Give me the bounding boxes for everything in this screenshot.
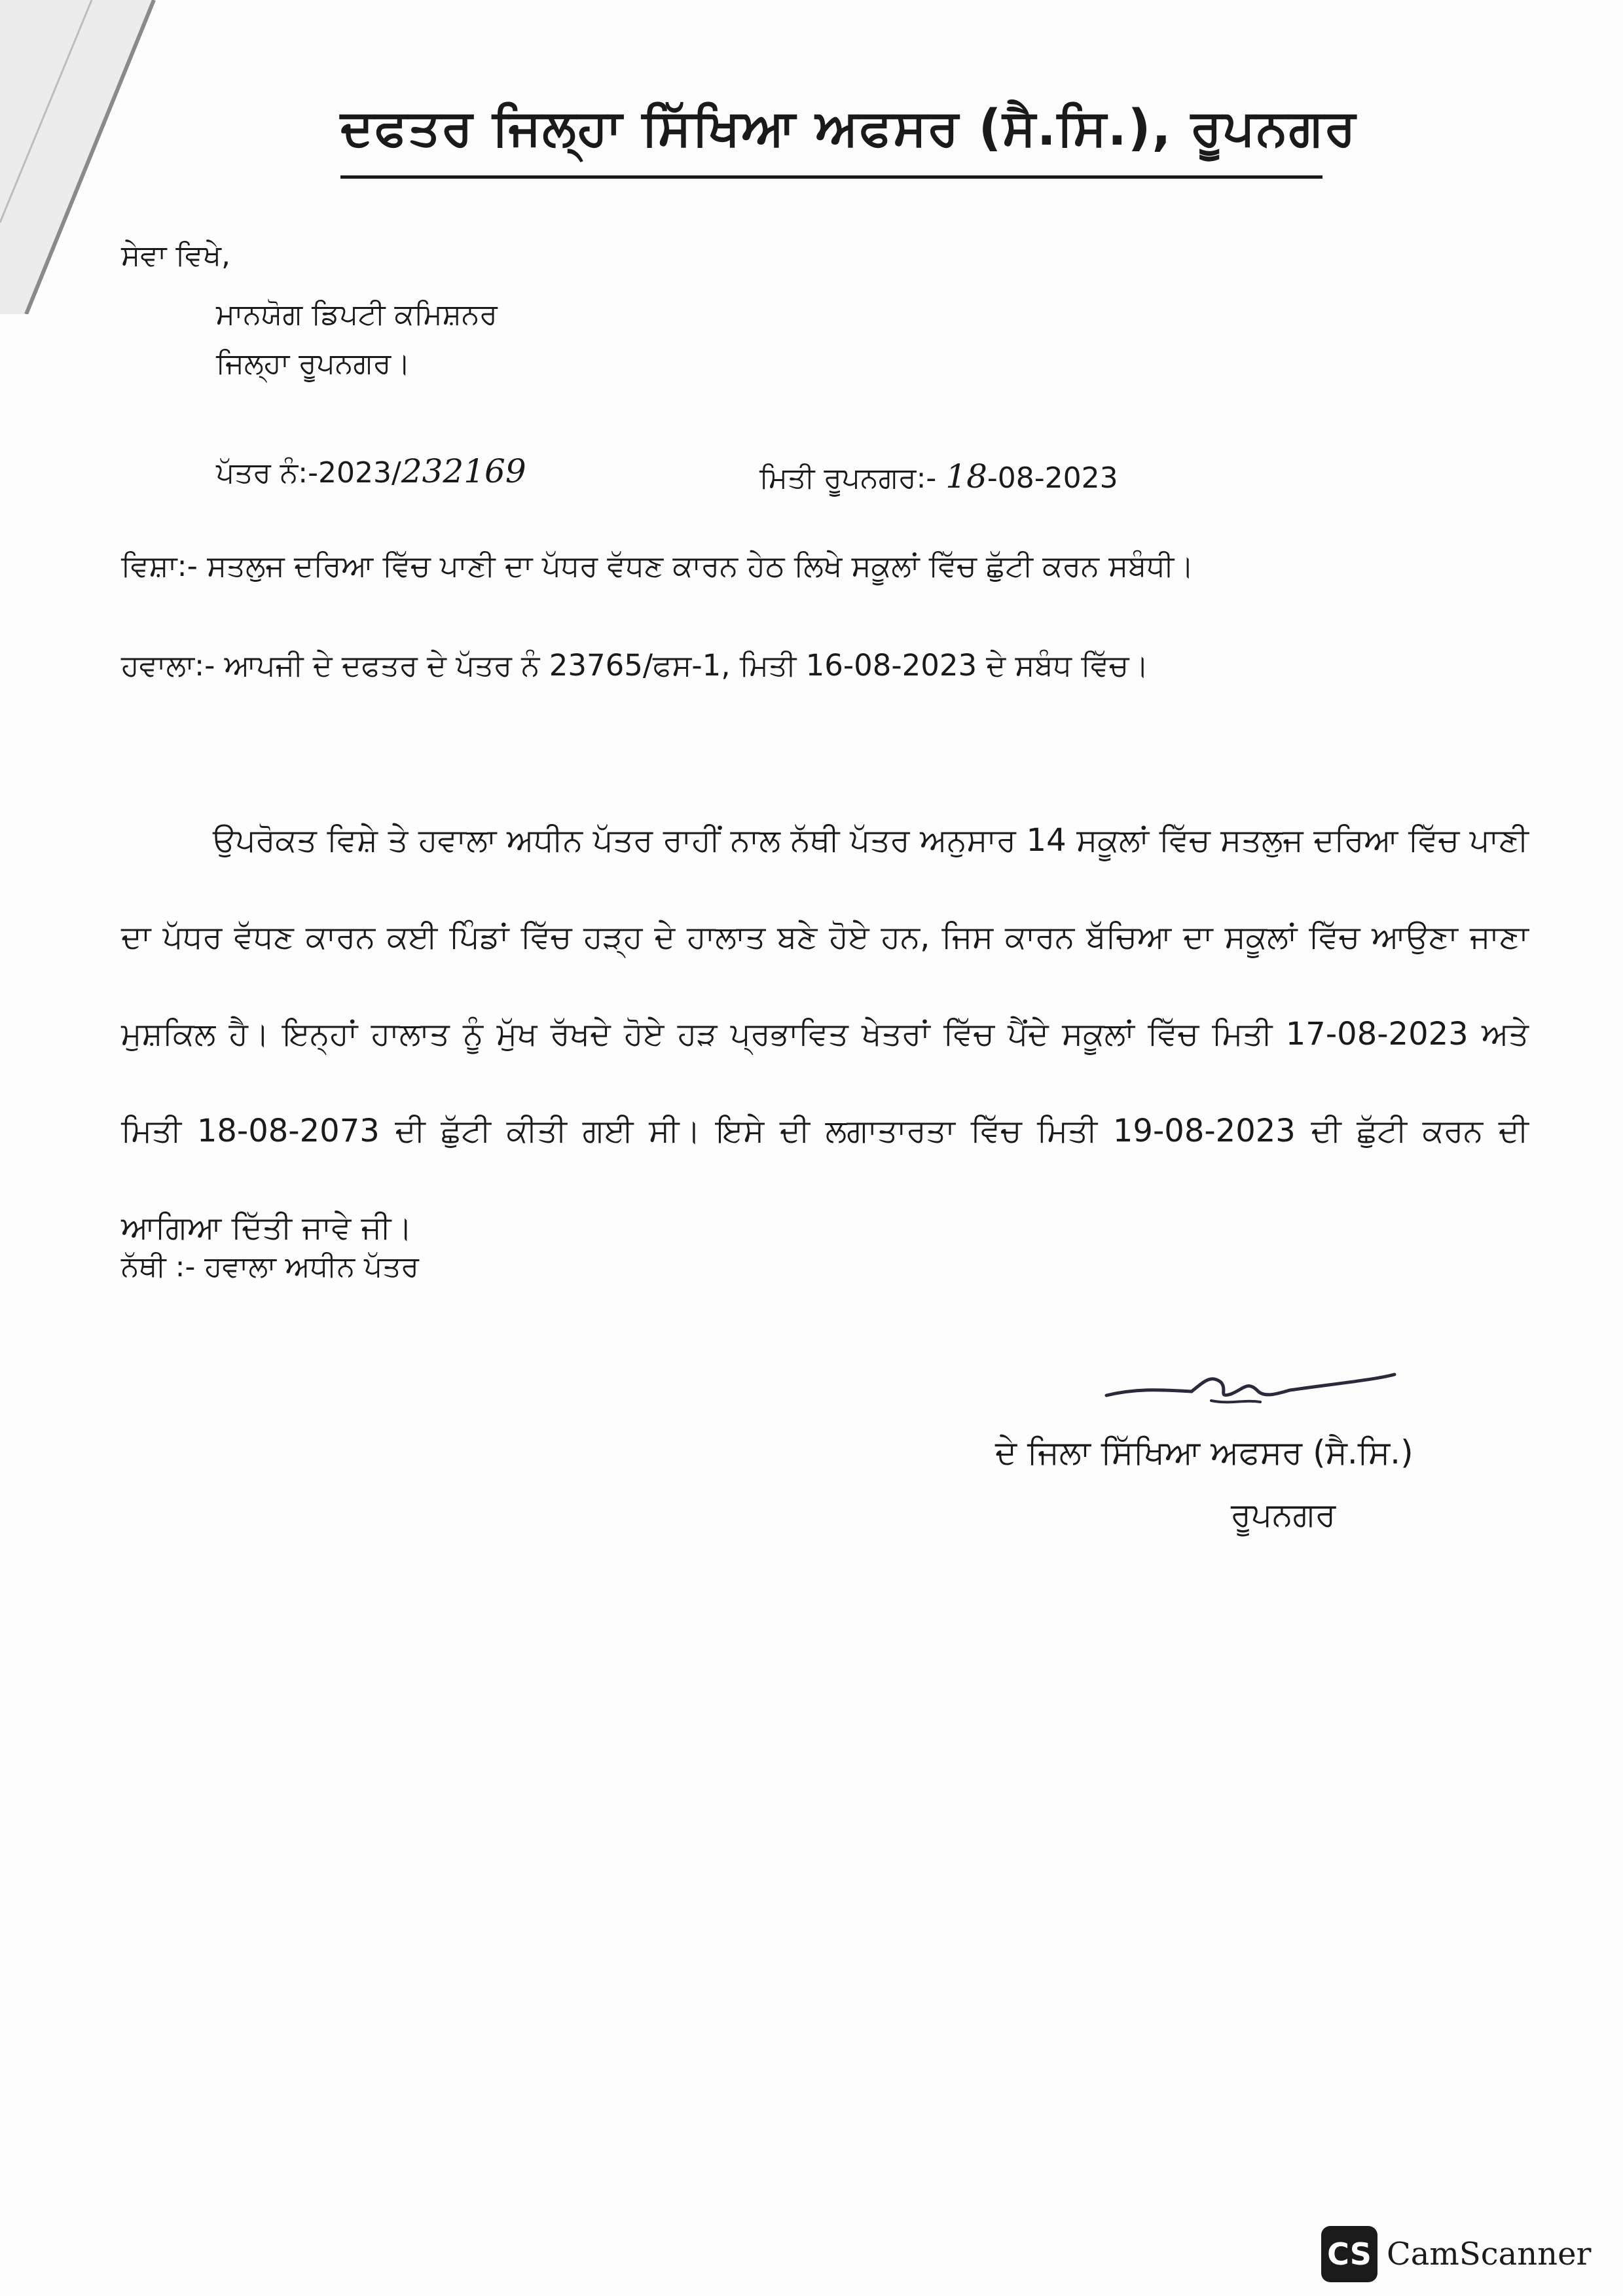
letter-date-suffix: -08-2023 [987,461,1118,495]
camscanner-watermark [1321,2225,1591,2283]
letter-date [759,457,1118,496]
signatory-office: ਦੇ ਜਿਲਾ ਸਿੱਖਿਆ ਅਫਸਰ (ਸੈ.ਸਿ.) [995,1433,1413,1471]
letter-number [216,452,526,491]
letter-number-prefix: ਪੱਤਰ ਨੰ:-2023/ [216,456,401,490]
letterhead-underline [340,175,1322,179]
body-paragraph: ਉਪਰੋਕਤ ਵਿਸ਼ੇ ਤੇ ਹਵਾਲਾ ਅਧੀਨ ਪੱਤਰ ਰਾਹੀਂ ਨਾਲ ਨੱਥੀ ਪੱਤਰ ਅਨੁਸਾਰ 14 ਸਕੂਲਾਂ ਵਿੱਚ ਸਤਲੁਜ ਦਰਿਆ ਵਿੱਚ ਪਾਣੀ ਦਾ ਪੱਧਰ ਵੱਧਣ ਕਾਰਨ ਕਈ ਪਿੰਡਾਂ ਵਿੱਚ ਹੜ੍ਹ ਦੇ ਹਾਲਾਤ ਬਣੇ ਹੋਏ ਹਨ, ਜਿਸ ਕਾਰਨ ਬੱਚਿਆ ਦਾ ਸਕੂਲਾਂ ਵਿੱਚ ਆਉਣਾ ਜਾਣਾ ਮੁਸ਼ਕਿਲ ਹੈ। ਇਨ੍ਹਾਂ ਹਾਲਾਤ ਨੂੰ ਮੁੱਖ ਰੱਖਦੇ ਹੋਏ ਹੜ ਪ੍ਰਭਾਵਿਤ ਖੇਤਰਾਂ ਵਿੱਚ ਪੈਂਦੇ ਸਕੂਲਾਂ ਵਿੱਚ ਮਿਤੀ 17-08-2023 ਅਤੇ ਮਿਤੀ 18-08-2073 ਦੀ ਛੁੱਟੀ ਕੀਤੀ ਗਈ ਸੀ। ਇਸੇ ਦੀ ਲਗਾਤਾਰਤਾ ਵਿੱਚ ਮਿਤੀ 19-08-2023 ਦੀ ਛੁੱਟੀ ਕਰਨ ਦੀ ਆਗਿਆ ਦਿੱਤੀ ਜਾਵੇ ਜੀ। [121,822,1529,1246]
letter-number-handwritten: 232169 [401,452,526,490]
letterhead-title: ਦਫਤਰ ਜਿਲ੍ਹਾ ਸਿੱਖਿਆ ਅਫਸਰ (ਸੈ.ਸਿ.), ਰੂਪਨਗਰ [340,98,1357,156]
camscanner-name: CamScanner [1387,2236,1592,2272]
signatory-place: ਰੂਪਨਗਰ [1231,1496,1336,1534]
addressee-district: ਜਿਲ੍ਹਾ ਰੂਪਨਗਰ। [216,347,410,380]
letter-date-handwritten-day: 18 [945,457,987,495]
addressee-designation: ਮਾਨਯੋਗ ਡਿਪਟੀ ਕਮਿਸ਼ਨਰ [216,298,498,331]
reference-line: ਹਵਾਲਾ:- ਆਪਜੀ ਦੇ ਦਫਤਰ ਦੇ ਪੱਤਰ ਨੰ 23765/ਫਸ-1, ਮਿਤੀ 16-08-2023 ਦੇ ਸਬੰਧ ਵਿੱਚ। [121,648,1149,683]
enclosure-line: ਨੱਥੀ :- ਹਵਾਲਾ ਅਧੀਨ ਪੱਤਰ [121,1250,419,1283]
salutation: ਸੇਵਾ ਵਿਖੇ, [121,239,231,272]
camscanner-logo-icon: CS [1321,2226,1377,2282]
letter-date-prefix: ਮਿਤੀ ਰੂਪਨਗਰ:- [759,461,937,495]
subject-line: ਵਿਸ਼ਾ:- ਸਤਲੁਜ ਦਰਿਆ ਵਿੱਚ ਪਾਣੀ ਦਾ ਪੱਧਰ ਵੱਧਣ ਕਾਰਨ ਹੇਠ ਲਿਖੇ ਸਕੂਲਾਂ ਵਿੱਚ ਛੁੱਟੀ ਕਰਨ ਸਬੰਧੀ। [121,548,1194,583]
